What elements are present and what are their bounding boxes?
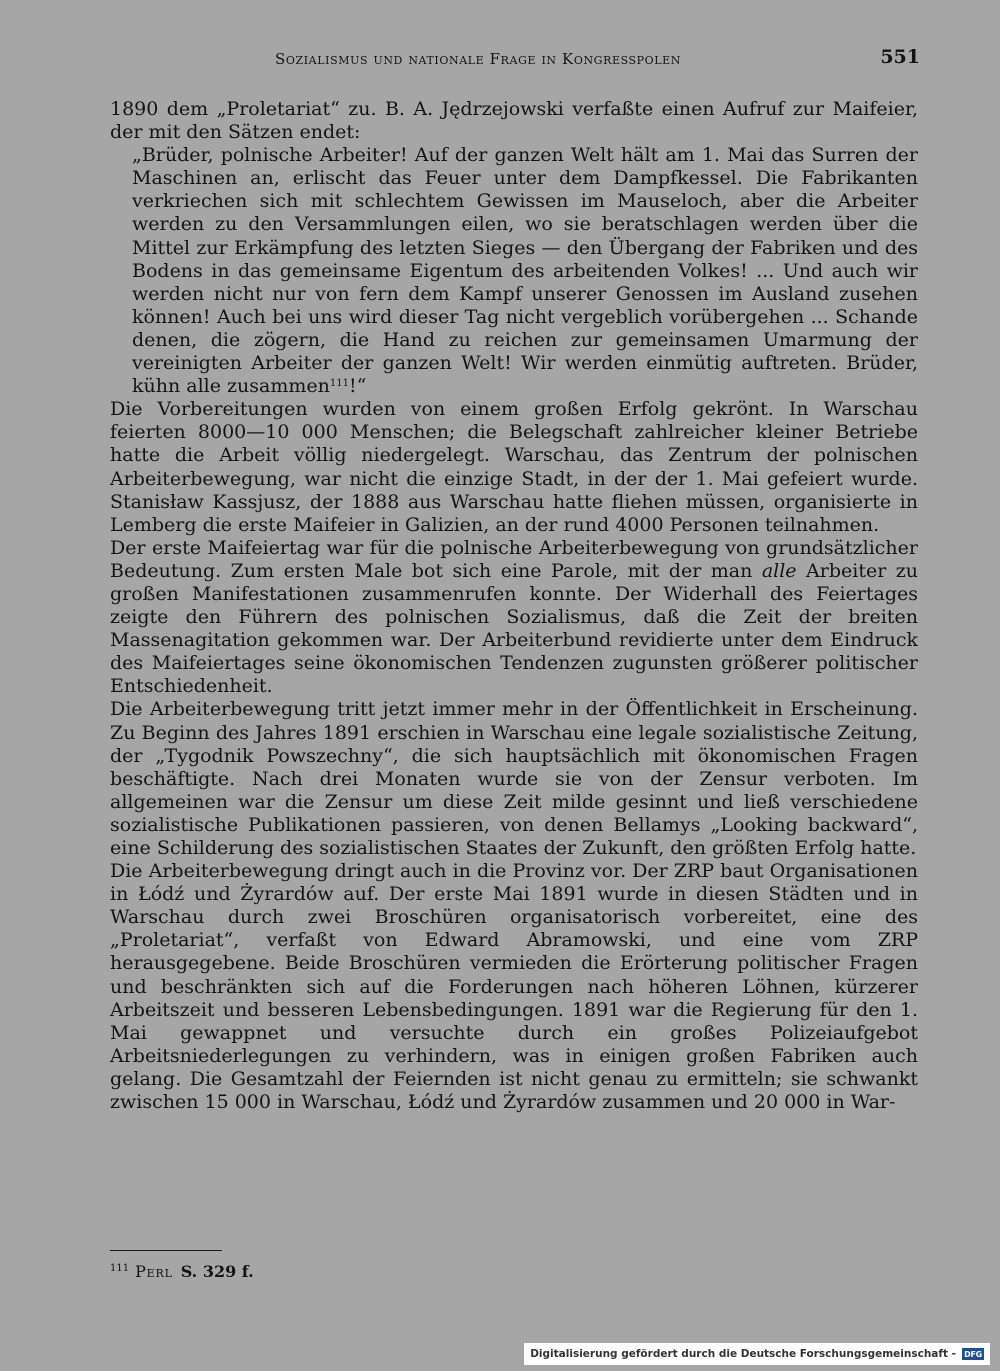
paragraph-5: Die Arbeiterbewegung dringt auch in die Provinz vor. Der ZRP baut Organisationen in Łódź und Żyrardów auf. Der erste Mai 1891 wurde in diesen Städten und in Warschau durch zwei Broschüren organisatorisch vorbereitet, eine des „Proletariat“, verfaßt von Edward Abramowski, und eine vom ZRP herausgegebene. Beide Broschüren vermieden die Erörterung politischer Fragen und beschränkten sich auf die Forderungen nach höheren Löhnen, kürzerer Arbeitszeit und besseren Lebensbedingungen. 1891 war die Regierung für den 1. Mai gewappnet und versuchte durch ein großes Polizeiaufgebot Arbeitsniederlegungen zu verhindern, was in einigen großen Fabriken auch gelang. Die Gesamtzahl der Feiernden ist nicht genau zu ermitteln; sie schwankt zwischen 15 000 in Warschau, Łódź und Żyrardów zusammen und 20 000 in War-: [110, 860, 918, 1114]
paragraph-3-start: Der erste Maifeiertag war für die polnische Arbeiterbewegung von grundsätzlicher Bedeutung. Zum ersten Male bot sich eine Parole, mit der man: [110, 536, 918, 582]
footnote-author: Perl: [135, 1262, 173, 1281]
paragraph-3-end: Arbeiter zu großen Manifestationen zusammenrufen konnte. Der Widerhall des Feiertages zeigte den Führern des polnischen Sozialismus, daß die Zeit der breiten Massenagitation gekommen war. Der Arbeiterbund revidierte unter dem Eindruck des Maifeiertages seine ökonomischen Tendenzen zugunsten größerer politischer Entschiedenheit.: [110, 559, 919, 698]
page-number: 551: [880, 46, 920, 68]
block-quote: [132, 144, 918, 398]
dfg-logo-icon: DFG: [962, 1348, 984, 1360]
paragraph-2: Die Vorbereitungen wurden von einem großen Erfolg gekrönt. In Warschau feierten 8000—10 000 Menschen; die Belegschaft zahlreicher kleiner Betriebe hatte die Arbeit völlig niedergelegt. Warschau, das Zentrum der polnischen Arbeiterbewegung, war nicht die einzige Stadt, in der der 1. Mai gefeiert wurde. Stanisław Kassjusz, der 1888 aus Warschau hatte fliehen müssen, organisierte in Lemberg die erste Maifeier in Galizien, an der rund 4000 Personen teilnahmen.: [110, 398, 918, 536]
footnote-number: 111: [110, 1263, 130, 1274]
quote-text: „Brüder, polnische Arbeiter! Auf der ganzen Welt hält am 1. Mai das Surren der Maschinen an, erlischt das Feuer unter dem Dampfkessel. Die Fabrikanten verkriechen sich mit schlechtem Gewissen im Mauseloch, aber die Arbeiter werden zu den Versammlungen eilen, wo sie beratschlagen werden über die Mittel zur Erkämpfung des letzten Sieges — den Übergang der Fabriken und des Bodens in das gemeinsame Eigentum des arbeitenden Volkes! ... Und auch wir werden nicht nur von fern dem Kampf unserer Genossen im Ausland zusehen können! Auch bei uns wird dieser Tag nicht vergeblich vorübergehen ... Schande denen, die zögern, die Hand zu reichen zur gemeinsamen Umarmung der vereinigten Arbeiter der ganzen Welt! Wir werden einmütig auftreten. Brüder, kühn alle zusammen: [132, 144, 918, 398]
digitization-credit: [524, 1343, 990, 1365]
footnote: [110, 1262, 918, 1282]
page-header: [110, 44, 920, 74]
paragraph-1: 1890 dem „Proletariat“ zu. B. A. Jędrzejowski verfaßte einen Aufruf zur Maifeier, der mit den Sätzen endet:: [110, 98, 918, 144]
paragraph-4: Die Arbeiterbewegung tritt jetzt immer mehr in der Öffentlichkeit in Erscheinung. Zu Beginn des Jahres 1891 erschien in Warschau eine legale sozialistische Zeitung, der „Tygodnik Powszechny“, die sich hauptsächlich mit ökonomischen Fragen beschäftigte. Nach drei Monaten wurde sie von der Zensur verboten. Im allgemeinen war die Zensur um diese Zeit milde gesinnt und ließ verschiedene sozialistische Publikationen passieren, von denen Bellamys „Looking backward“, eine Schilderung des sozialistischen Staates der Zukunft, den größten Erfolg hatte.: [110, 698, 918, 859]
body-text: [110, 98, 918, 1114]
paragraph-3: [110, 537, 918, 699]
running-head: Sozialismus und nationale Frage in Kongresspolen: [275, 50, 682, 68]
footnote-ref: 111: [329, 378, 349, 390]
footnote-reference: S. 329 f.: [180, 1262, 254, 1281]
credit-text: Digitalisierung gefördert durch die Deutsche Forschungsgemeinschaft -: [530, 1348, 956, 1360]
footnote-divider: [110, 1250, 222, 1251]
emphasis: alle: [761, 559, 797, 582]
quote-end: !“: [348, 375, 367, 398]
